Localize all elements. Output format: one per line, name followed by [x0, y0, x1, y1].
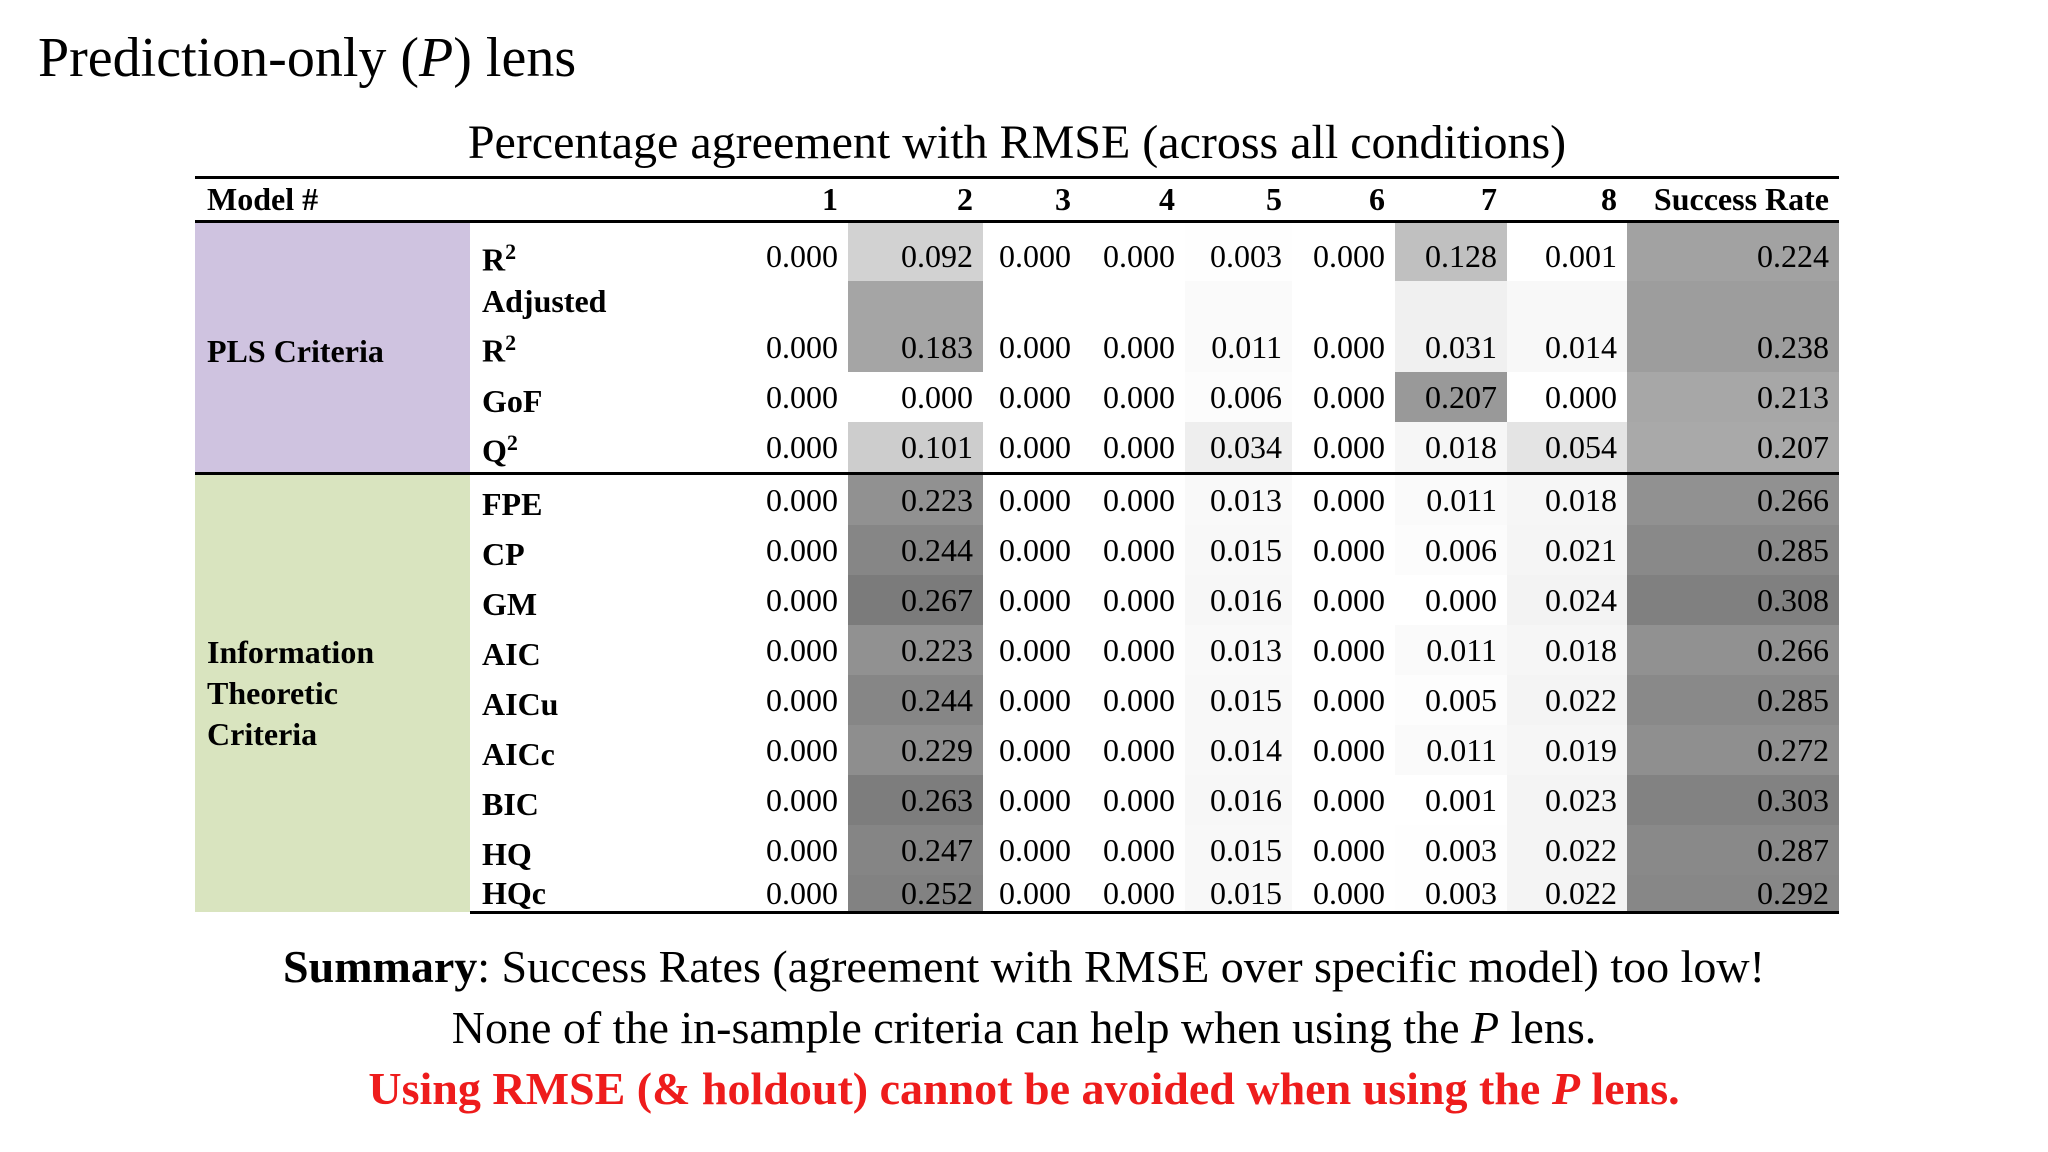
- value-cell-model-4: 0.000: [1081, 725, 1185, 775]
- value-cell-model-3: 0.000: [983, 575, 1081, 625]
- summary-line2-italic: P: [1471, 1002, 1500, 1053]
- value-cell-model-1: 0.000: [724, 675, 848, 725]
- value-cell-model-5: 0.015: [1185, 825, 1292, 875]
- group-label-line: Information: [207, 633, 375, 670]
- success-rate-cell: 0.308: [1627, 575, 1839, 625]
- value-cell-model-6: 0.000: [1292, 775, 1395, 825]
- value-cell-model-2: 0.244: [848, 525, 983, 575]
- header-col-8: 8: [1507, 178, 1627, 222]
- criterion-label: [470, 222, 724, 282]
- value-cell-model-8: 0.023: [1507, 775, 1627, 825]
- header-col-2: 2: [848, 178, 983, 222]
- value-cell-model-3: 0.000: [983, 281, 1081, 372]
- criterion-label: [470, 775, 724, 825]
- value-cell-model-2: 0.101: [848, 422, 983, 474]
- value-cell-model-8: 0.024: [1507, 575, 1627, 625]
- value-cell-model-3: 0.000: [983, 775, 1081, 825]
- criterion-name: HQc: [482, 874, 546, 911]
- value-cell-model-3: 0.000: [983, 525, 1081, 575]
- value-cell-model-2: 0.000: [848, 372, 983, 422]
- criterion-name: AICc: [482, 735, 555, 772]
- value-cell-model-2: 0.263: [848, 775, 983, 825]
- value-cell-model-7: 0.207: [1395, 372, 1507, 422]
- value-cell-model-8: 0.054: [1507, 422, 1627, 474]
- success-rate-cell: 0.272: [1627, 725, 1839, 775]
- criterion-name: R: [482, 332, 506, 369]
- value-cell-model-1: 0.000: [724, 422, 848, 474]
- header-col-6: 6: [1292, 178, 1395, 222]
- group-label-itc: [195, 473, 470, 912]
- slide-title: [38, 26, 576, 90]
- value-cell-model-3: 0.000: [983, 875, 1081, 913]
- value-cell-model-2: 0.247: [848, 825, 983, 875]
- table-body: [195, 222, 1839, 913]
- criterion-label-line1: Adjusted: [482, 283, 607, 319]
- value-cell-model-6: 0.000: [1292, 625, 1395, 675]
- value-cell-model-4: 0.000: [1081, 281, 1185, 372]
- value-cell-model-4: 0.000: [1081, 625, 1185, 675]
- value-cell-model-5: 0.016: [1185, 775, 1292, 825]
- value-cell-model-4: 0.000: [1081, 675, 1185, 725]
- summary-line-2: [0, 997, 2048, 1058]
- value-cell-model-5: 0.003: [1185, 222, 1292, 282]
- header-success-rate: Success Rate: [1627, 178, 1839, 222]
- table-caption: Percentage agreement with RMSE (across all conditions): [467, 116, 1567, 169]
- criterion-label: [470, 525, 724, 575]
- criterion-name: AIC: [482, 635, 541, 672]
- value-cell-model-8: 0.018: [1507, 625, 1627, 675]
- value-cell-model-5: 0.034: [1185, 422, 1292, 474]
- value-cell-model-4: 0.000: [1081, 575, 1185, 625]
- value-cell-model-3: 0.000: [983, 675, 1081, 725]
- value-cell-model-4: 0.000: [1081, 875, 1185, 913]
- value-cell-model-4: 0.000: [1081, 825, 1185, 875]
- heatmap-table: [195, 176, 1839, 914]
- value-cell-model-8: 0.014: [1507, 281, 1627, 372]
- success-rate-cell: 0.292: [1627, 875, 1839, 913]
- value-cell-model-7: 0.018: [1395, 422, 1507, 474]
- header-col-5: 5: [1185, 178, 1292, 222]
- criterion-name: GoF: [482, 382, 543, 419]
- value-cell-model-1: 0.000: [724, 222, 848, 282]
- value-cell-model-4: 0.000: [1081, 473, 1185, 525]
- success-rate-cell: 0.207: [1627, 422, 1839, 474]
- criterion-label: [470, 372, 724, 422]
- value-cell-model-7: 0.006: [1395, 525, 1507, 575]
- value-cell-model-5: 0.013: [1185, 473, 1292, 525]
- success-rate-cell: 0.266: [1627, 625, 1839, 675]
- criterion-label: [470, 281, 724, 372]
- value-cell-model-7: 0.005: [1395, 675, 1507, 725]
- criterion-label: [470, 725, 724, 775]
- criterion-label: [470, 825, 724, 875]
- header-col-7: 7: [1395, 178, 1507, 222]
- value-cell-model-3: 0.000: [983, 473, 1081, 525]
- value-cell-model-5: 0.016: [1185, 575, 1292, 625]
- value-cell-model-6: 0.000: [1292, 575, 1395, 625]
- value-cell-model-8: 0.019: [1507, 725, 1627, 775]
- value-cell-model-5: 0.006: [1185, 372, 1292, 422]
- header-criterion: [470, 178, 724, 222]
- value-cell-model-7: 0.000: [1395, 575, 1507, 625]
- value-cell-model-1: 0.000: [724, 281, 848, 372]
- value-cell-model-2: 0.092: [848, 222, 983, 282]
- header-row: [195, 178, 1839, 222]
- value-cell-model-3: 0.000: [983, 222, 1081, 282]
- value-cell-model-1: 0.000: [724, 825, 848, 875]
- value-cell-model-5: 0.015: [1185, 525, 1292, 575]
- value-cell-model-4: 0.000: [1081, 525, 1185, 575]
- value-cell-model-5: 0.014: [1185, 725, 1292, 775]
- value-cell-model-5: 0.011: [1185, 281, 1292, 372]
- value-cell-model-7: 0.011: [1395, 625, 1507, 675]
- value-cell-model-3: 0.000: [983, 825, 1081, 875]
- value-cell-model-3: 0.000: [983, 372, 1081, 422]
- value-cell-model-6: 0.000: [1292, 222, 1395, 282]
- value-cell-model-7: 0.011: [1395, 473, 1507, 525]
- summary-line3-italic: P: [1551, 1063, 1580, 1114]
- value-cell-model-1: 0.000: [724, 775, 848, 825]
- value-cell-model-8: 0.022: [1507, 825, 1627, 875]
- success-rate-cell: 0.238: [1627, 281, 1839, 372]
- value-cell-model-6: 0.000: [1292, 525, 1395, 575]
- summary-line3-pre: Using RMSE (& holdout) cannot be avoided when using the: [368, 1063, 1552, 1114]
- criterion-superscript: 2: [505, 239, 517, 265]
- success-rate-cell: 0.224: [1627, 222, 1839, 282]
- criterion-name: Q: [482, 432, 507, 469]
- value-cell-model-1: 0.000: [724, 473, 848, 525]
- value-cell-model-2: 0.252: [848, 875, 983, 913]
- value-cell-model-7: 0.001: [1395, 775, 1507, 825]
- value-cell-model-7: 0.011: [1395, 725, 1507, 775]
- criterion-label: [470, 625, 724, 675]
- header-col-3: 3: [983, 178, 1081, 222]
- title-italic: P: [419, 27, 454, 89]
- value-cell-model-4: 0.000: [1081, 222, 1185, 282]
- value-cell-model-6: 0.000: [1292, 675, 1395, 725]
- value-cell-model-3: 0.000: [983, 625, 1081, 675]
- value-cell-model-1: 0.000: [724, 525, 848, 575]
- value-cell-model-2: 0.244: [848, 675, 983, 725]
- value-cell-model-5: 0.015: [1185, 875, 1292, 913]
- criterion-name: CP: [482, 535, 525, 572]
- summary: [0, 936, 2048, 1119]
- summary-line1-rest: : Success Rates (agreement with RMSE over specific model) too low!: [477, 941, 1765, 992]
- group-label-line: Theoretic: [207, 674, 338, 711]
- value-cell-model-5: 0.015: [1185, 675, 1292, 725]
- criterion-name: FPE: [482, 485, 543, 522]
- success-rate-cell: 0.285: [1627, 525, 1839, 575]
- value-cell-model-8: 0.021: [1507, 525, 1627, 575]
- value-cell-model-8: 0.022: [1507, 675, 1627, 725]
- value-cell-model-6: 0.000: [1292, 875, 1395, 913]
- value-cell-model-2: 0.183: [848, 281, 983, 372]
- value-cell-model-2: 0.223: [848, 473, 983, 525]
- summary-line3-post: lens.: [1579, 1063, 1680, 1114]
- criterion-label: [470, 473, 724, 525]
- criterion-name: R: [482, 242, 506, 278]
- criterion-name: HQ: [482, 835, 532, 872]
- value-cell-model-5: 0.013: [1185, 625, 1292, 675]
- criterion-label: [470, 675, 724, 725]
- value-cell-model-2: 0.267: [848, 575, 983, 625]
- table-row: [195, 473, 1839, 525]
- summary-line-1: [0, 936, 2048, 997]
- criterion-superscript: 2: [506, 430, 518, 455]
- value-cell-model-2: 0.229: [848, 725, 983, 775]
- value-cell-model-6: 0.000: [1292, 473, 1395, 525]
- value-cell-model-4: 0.000: [1081, 422, 1185, 474]
- group-label-pls: PLS Criteria: [195, 222, 470, 474]
- criterion-name: AICu: [482, 685, 559, 722]
- header-col-4: 4: [1081, 178, 1185, 222]
- value-cell-model-7: 0.003: [1395, 875, 1507, 913]
- value-cell-model-1: 0.000: [724, 625, 848, 675]
- criterion-label: [470, 575, 724, 625]
- value-cell-model-4: 0.000: [1081, 372, 1185, 422]
- value-cell-model-8: 0.018: [1507, 473, 1627, 525]
- summary-line2-pre: None of the in-sample criteria can help when using the: [451, 1002, 1472, 1053]
- value-cell-model-6: 0.000: [1292, 725, 1395, 775]
- value-cell-model-8: 0.022: [1507, 875, 1627, 913]
- criterion-superscript: 2: [505, 330, 517, 355]
- header-col-1: 1: [724, 178, 848, 222]
- criterion-label: [470, 422, 724, 474]
- value-cell-model-3: 0.000: [983, 725, 1081, 775]
- value-cell-model-1: 0.000: [724, 575, 848, 625]
- summary-line2-post: lens.: [1499, 1002, 1597, 1053]
- success-rate-cell: 0.213: [1627, 372, 1839, 422]
- value-cell-model-2: 0.223: [848, 625, 983, 675]
- value-cell-model-7: 0.128: [1395, 222, 1507, 282]
- success-rate-cell: 0.287: [1627, 825, 1839, 875]
- criterion-name: GM: [482, 585, 538, 622]
- title-prefix: Prediction-only (: [38, 27, 420, 89]
- value-cell-model-6: 0.000: [1292, 372, 1395, 422]
- value-cell-model-6: 0.000: [1292, 825, 1395, 875]
- value-cell-model-7: 0.031: [1395, 281, 1507, 372]
- value-cell-model-7: 0.003: [1395, 825, 1507, 875]
- summary-line-3: [0, 1058, 2048, 1119]
- value-cell-model-3: 0.000: [983, 422, 1081, 474]
- value-cell-model-8: 0.000: [1507, 372, 1627, 422]
- value-cell-model-4: 0.000: [1081, 775, 1185, 825]
- value-cell-model-1: 0.000: [724, 372, 848, 422]
- value-cell-model-8: 0.001: [1507, 222, 1627, 282]
- title-suffix: ) lens: [453, 27, 577, 89]
- success-rate-cell: 0.285: [1627, 675, 1839, 725]
- success-rate-cell: 0.266: [1627, 473, 1839, 525]
- criterion-name: BIC: [482, 785, 539, 822]
- success-rate-cell: 0.303: [1627, 775, 1839, 825]
- header-model: Model #: [195, 178, 470, 222]
- value-cell-model-6: 0.000: [1292, 281, 1395, 372]
- summary-bold: Summary: [283, 941, 478, 992]
- value-cell-model-6: 0.000: [1292, 422, 1395, 474]
- value-cell-model-1: 0.000: [724, 725, 848, 775]
- value-cell-model-1: 0.000: [724, 875, 848, 913]
- table-row: [195, 222, 1839, 282]
- criterion-label: [470, 875, 724, 913]
- group-label-line: Criteria: [207, 715, 318, 752]
